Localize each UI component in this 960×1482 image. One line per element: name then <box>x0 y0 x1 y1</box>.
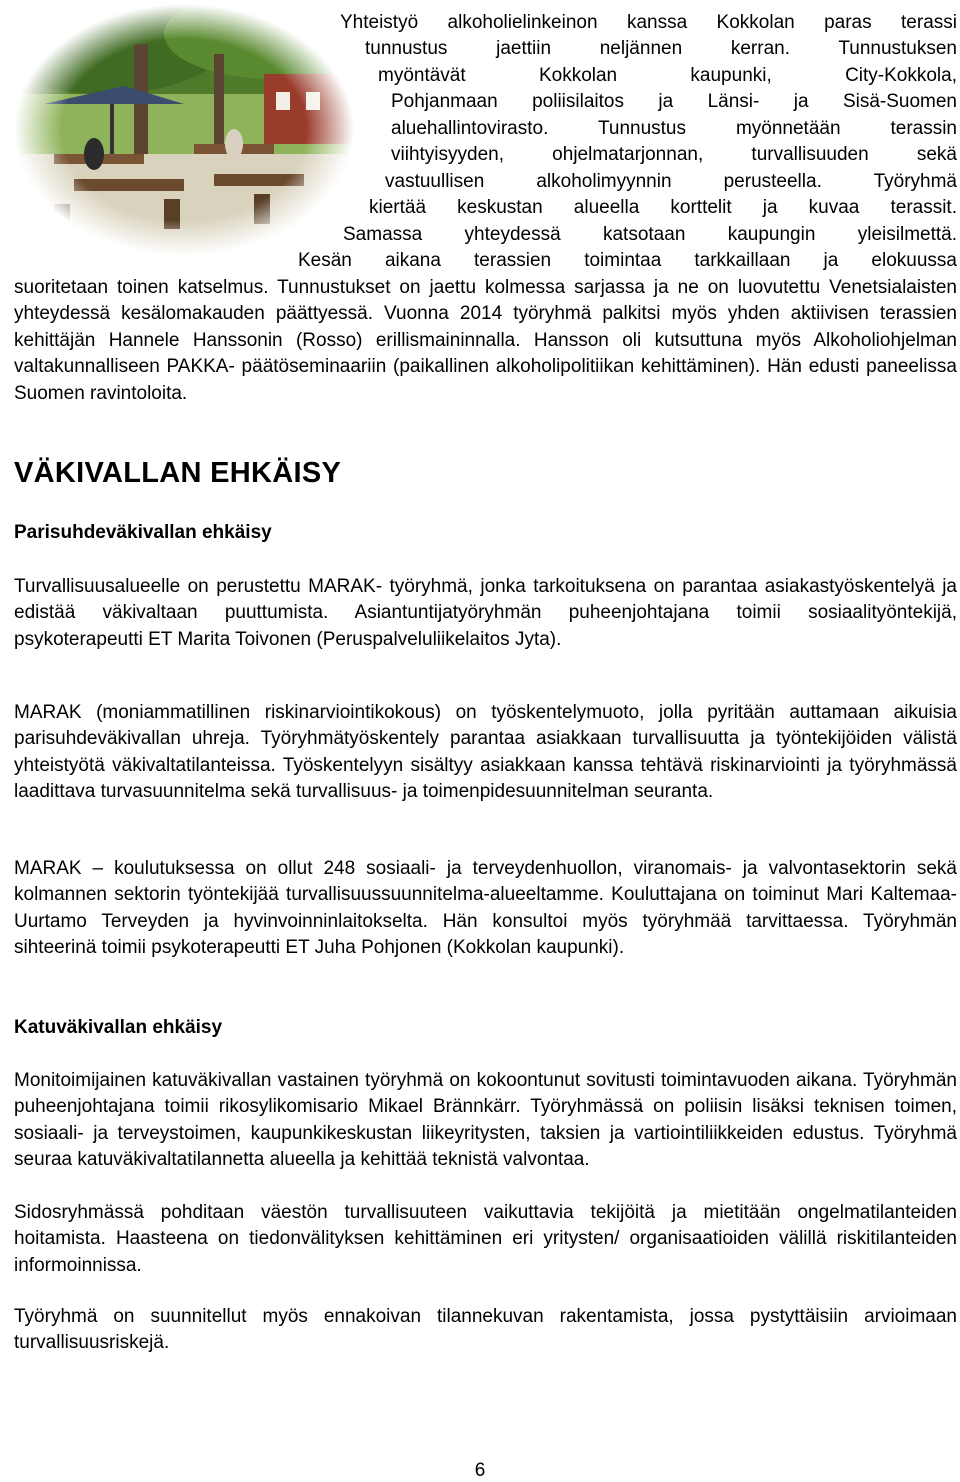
intro-line-5: aluehallintovirasto. Tunnustus myönnetään terassin <box>391 118 957 139</box>
intro-line-3: myöntävät Kokkolan kaupunki, City-Kokkola, <box>378 65 957 86</box>
intro-line-10: Kesän aikana terassien toimintaa tarkkaillaan ja elokuussa <box>298 250 957 271</box>
paragraph-street-group: Monitoimijainen katuväkivallan vastainen työryhmä on kokoontunut sovitusti toimintavuoden aikana. Työryhmän puheenjohtajana toimii rikosylikomisario Mikael Brännkärr. Työryhmässä on poliisin lisäksi teknisen toimen, sosiaali- ja terveystoimen, kaupunkikeskustan liikeyritysten, taksien ja vartiointiliikkeiden edustus. Työryhmä seuraa katuväkivaltatilannetta alueella ja kehittää teknistä valvontaa. <box>14 1070 957 1171</box>
paragraph-situational-picture: Työryhmä on suunnitellut myös ennakoivan tilannekuvan rakentamista, jossa pystyttäisiin arvioimaan turvallisuusriskejä. <box>14 1306 957 1354</box>
intro-line-6: viihtyisyyden, ohjelmatarjonnan, turvallisuuden sekä <box>391 144 957 165</box>
subheading-street-violence: Katuväkivallan ehkäisy <box>14 1017 223 1038</box>
intro-line-8: kiertää keskustan alueella korttelit ja kuvaa terassit. <box>369 197 957 218</box>
intro-line-2: tunnustus jaettiin neljännen kerran. Tunnustuksen <box>365 38 957 59</box>
paragraph-marak-method: MARAK (moniammatillinen riskinarviointikokous) on työskentelymuoto, jolla pyritään auttamaan aikuisia parisuhdeväkivallan uhreja. Työryhmätyöskentely parantaa asiakkaan turvallisuutta ja työntekijöiden välistä yhteistyötä väkivaltatilanteissa. Työskentelyyn sisältyy asiakkaan kanssa tehtävä riskinarviointi ja työryhmässä laadittava turvasuunnitelma sekä turvallisuus- ja toimenpidesuunnitelman seuranta. <box>14 702 957 803</box>
intro-line-9: Samassa yhteydessä katsotaan kaupungin yleisilmettä. <box>343 224 957 245</box>
intro-paragraph-rest: suoritetaan toinen katselmus. Tunnustukset on jaettu kolmessa sarjassa ja ne on luovutettu Venetsialaisten yhteydessä kesälomakauden päättyessä. Vuonna 2014 työryhmä palkitsi myös yhden aktiivisen terassien kehittäjän Hannele Hanssonin (Rosso) erillismaininnalla. Hansson oli kutsuttuna myös Alkoholiohjelman valtakunnalliseen PAKKA- päätöseminaariin (paikallinen alkoholipolitiikan kehittäminen). Hän edusti paneelissa Suomen ravintoloita. <box>14 277 957 404</box>
section-heading: VÄKIVALLAN EHKÄISY <box>14 457 342 489</box>
paragraph-stakeholders: Sidosryhmässä pohditaan väestön turvallisuuteen vaikuttavia tekijöitä ja mietitään ongelmatilanteiden hoitamista. Haasteena on tiedonvälityksen kehittäminen eri yritysten/ organisaatioiden välillä riskitilanteiden informoinnissa. <box>14 1202 957 1276</box>
paragraph-marak-training: MARAK – koulutuksessa on ollut 248 sosiaali- ja terveydenhuollon, viranomais- ja valvontasektorin sekä kolmannen sektorin työntekijää turvallisuussuunnitelma-alueeltamme. Kouluttajana on toiminut Mari Kaltemaa-Uurtamo Terveyden ja hyvinvoinninlaitokselta. Hän konsultoi myös työryhmää tarvittaessa. Työryhmän sihteerinä toimii psykoterapeutti ET Juha Pohjonen (Kokkolan kaupunki). <box>14 858 957 959</box>
intro-line-7: vastuullisen alkoholimyynnin perusteella. Työryhmä <box>385 171 957 192</box>
page-number: 6 <box>474 1460 486 1481</box>
paragraph-marak-intro: Turvallisuusalueelle on perustettu MARAK- työryhmä, jonka tarkoituksena on parantaa asiakastyöskentelyä ja edistää väkivaltaan puuttumista. Asiantuntijatyöryhmän puheenjohtajana toimii sosiaalityöntekijä, psykoterapeutti ET Marita Toivonen (Peruspalveluliikelaitos Jyta). <box>14 576 957 650</box>
intro-line-4: Pohjanmaan poliisilaitos ja Länsi- ja Sisä-Suomen <box>391 91 957 112</box>
intro-line-1: Yhteistyö alkoholielinkeinon kanssa Kokkolan paras terassi <box>340 12 957 33</box>
terrace-photo <box>14 4 354 256</box>
subheading-partner-violence: Parisuhdeväkivallan ehkäisy <box>14 522 272 543</box>
